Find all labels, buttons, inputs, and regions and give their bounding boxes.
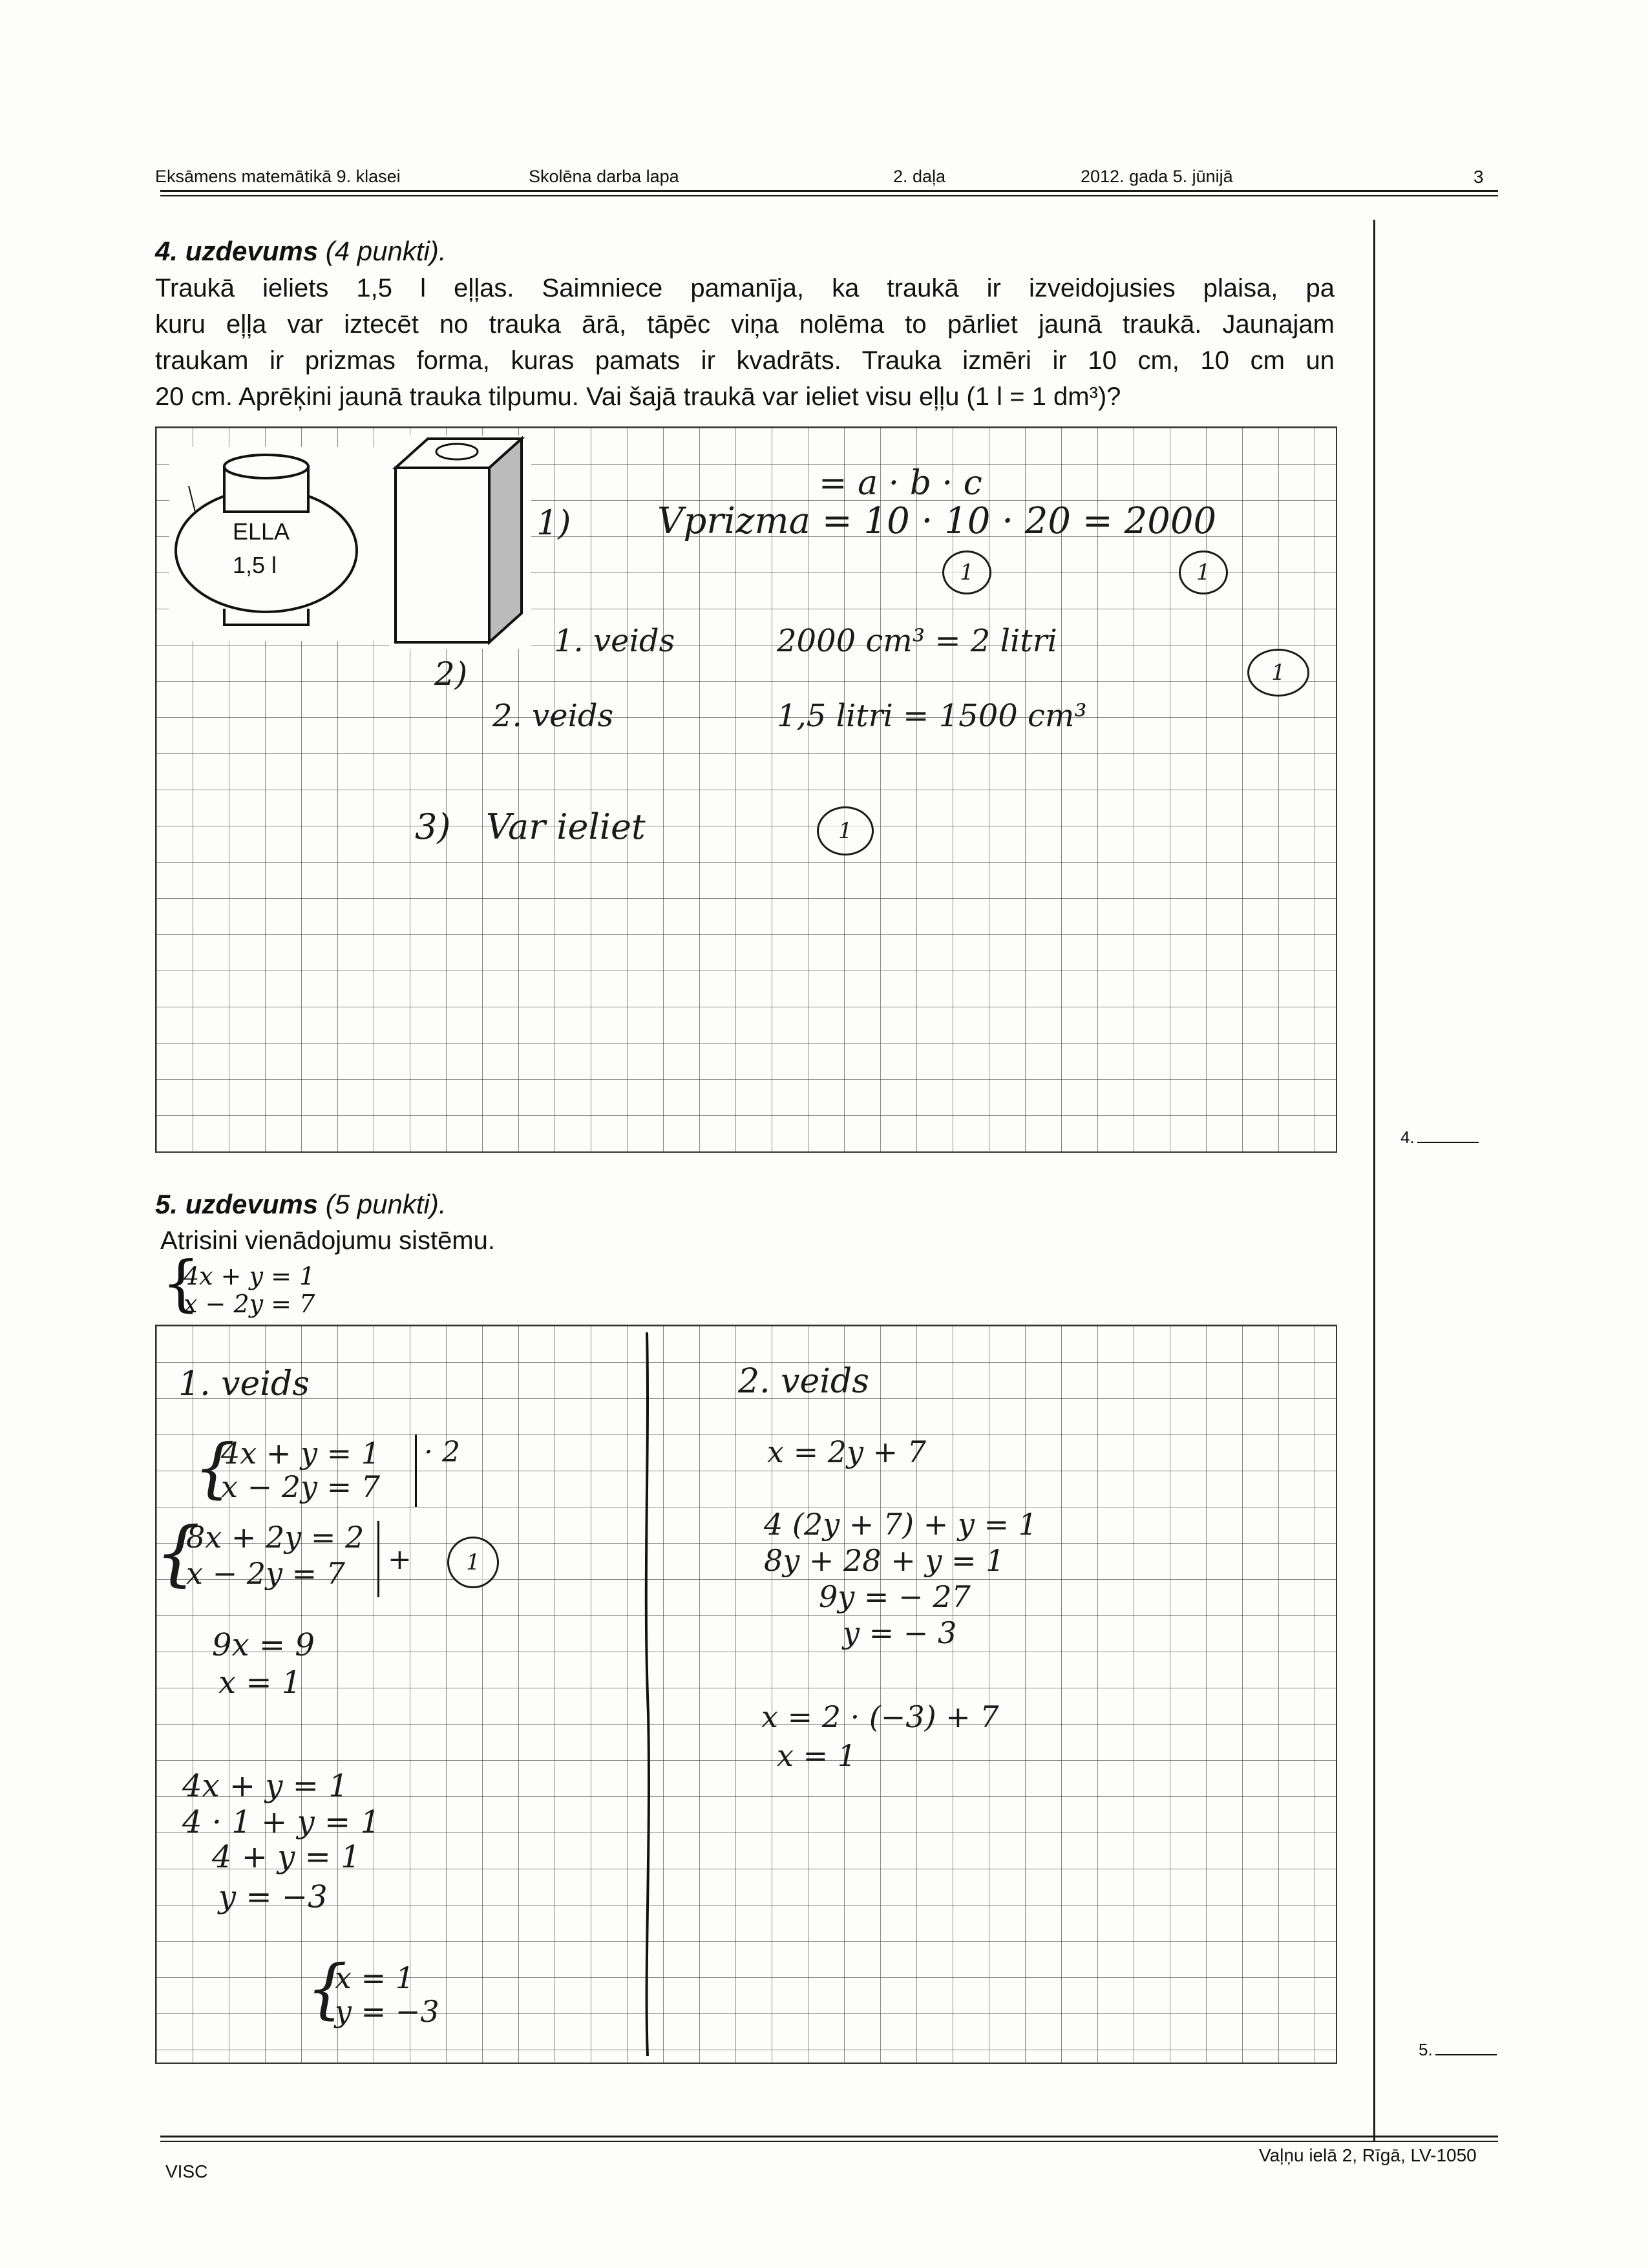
jar-label: ELLA (233, 518, 290, 545)
method2-heading: 2. veids (738, 1362, 869, 1401)
task4-line: kuru eļļa var iztecēt no trauka ārā, tāpēc viņa nolēma to pārliet jaunā traukā. Jaunajam (155, 310, 1335, 339)
way1-label: 1. veids (554, 623, 675, 659)
operation-bar (377, 1521, 379, 1597)
method2-line-2: 4 (2y + 7) + y = 1 (764, 1507, 1037, 1542)
score-mark: 1 (1247, 649, 1309, 697)
method1-line-2: x = 1 (218, 1664, 302, 1701)
score-mark: 1 (1179, 551, 1228, 594)
task5-score-label: 5. (1419, 2040, 1433, 2059)
task4-score-field[interactable] (1400, 1128, 1479, 1148)
footer-rule-thin (160, 2141, 1498, 2142)
sheet-title: Skolēna darba lapa (529, 167, 679, 186)
header-rule (160, 190, 1498, 192)
exam-date: 2012. gada 5. jūnijā (1081, 167, 1233, 186)
method1-line-3: 4x + y = 1 (182, 1768, 348, 1804)
margin-rule (1373, 220, 1375, 2142)
jar-volume: 1,5 l (233, 552, 277, 578)
task5-answer-grid (155, 1325, 1337, 2064)
footer-publisher: VISC (165, 2161, 208, 2181)
method1-line-1: 9x = 9 (212, 1627, 315, 1663)
system-brace: { (162, 1248, 200, 1319)
task5-score-blank[interactable] (1435, 2041, 1497, 2055)
formula-abc: = a · b · c (819, 464, 982, 503)
step1-label: 1) (536, 504, 571, 543)
step3-label: 3) (415, 806, 451, 847)
method1-sys1-eq1: 4x + y = 1 (221, 1436, 381, 1471)
task4-score-blank[interactable] (1417, 1129, 1479, 1143)
way2-calc: 1,5 litri = 1500 cm³ (777, 698, 1087, 734)
task5-title: 5. uzdevums (5 punkti). (155, 1189, 447, 1219)
way1-calc: 2000 cm³ = 2 litri (777, 623, 1057, 659)
method2-line-6: x = 2 · (−3) + 7 (761, 1699, 999, 1734)
solution-divider (638, 1326, 657, 2063)
system-brace: { (306, 1951, 348, 2026)
method2-line-1: x = 2y + 7 (767, 1434, 927, 1469)
step2-label: 2) (434, 655, 468, 693)
score-mark: 1 (942, 551, 991, 594)
method1-line-4: 4 · 1 + y = 1 (182, 1804, 380, 1840)
score-mark: 1 (447, 1537, 499, 1588)
task4-line: traukam ir prizmas forma, kuras pamats ir kvadrāts. Trauka izmēri ir 10 cm, 10 cm un (155, 346, 1335, 375)
task4-line: 20 cm. Aprēķini jaunā trauka tilpumu. Vai šajā traukā var ieliet visu eļļu (1 l = 1 dm³)? (155, 383, 1121, 411)
equation-1: 4x + y = 1 (184, 1262, 315, 1290)
page-number: 3 (1474, 167, 1484, 187)
task5-score-field[interactable] (1419, 2040, 1497, 2060)
footer-address: Vaļņu ielā 2, Rīgā, LV-1050 (1259, 2145, 1477, 2165)
footer-rule (160, 2136, 1498, 2137)
system-brace: { (155, 1511, 200, 1594)
way2-label: 2. veids (492, 698, 614, 734)
task4-text (155, 270, 1335, 415)
equation-2: x − 2y = 7 (184, 1290, 315, 1318)
method2-line-7: x = 1 (777, 1738, 856, 1773)
step1-calc: Vprizma = 10 · 10 · 20 = 2000 (657, 500, 1217, 542)
method1-sys2-eq1: 8x + 2y = 2 (186, 1520, 364, 1555)
method1-heading: 1. veids (178, 1365, 310, 1403)
step3-answer: Var ieliet (486, 806, 646, 847)
score-mark: 1 (817, 806, 874, 856)
method1-answer-x: x = 1 (335, 1960, 414, 1995)
task4-title: 4. uzdevums (4 punkti). (155, 236, 447, 266)
task4-answer-grid (155, 426, 1337, 1153)
method1-sys2-eq2: x − 2y = 7 (186, 1556, 346, 1591)
prism-container-illustration (389, 436, 531, 649)
task4-score-label: 4. (1400, 1128, 1415, 1147)
method2-line-3: 8y + 28 + y = 1 (764, 1543, 1005, 1578)
method1-add: + (388, 1543, 412, 1576)
method1-line-6: y = −3 (218, 1879, 328, 1915)
part-label: 2. daļa (893, 167, 946, 186)
task5-instruction: Atrisini vienādojumu sistēmu. (160, 1226, 495, 1255)
exam-title: Eksāmens matemātikā 9. klasei (155, 167, 401, 186)
method1-line-5: 4 + y = 1 (212, 1839, 361, 1875)
header-rule-thin (160, 195, 1498, 196)
method2-line-5: y = − 3 (843, 1615, 957, 1650)
method1-multiply: · 2 (424, 1436, 460, 1469)
method1-answer-y: y = −3 (335, 1994, 439, 2029)
method1-sys1-eq2: x − 2y = 7 (221, 1469, 381, 1504)
task4-line: Traukā ieliets 1,5 l eļļas. Saimniece pamanīja, ka traukā ir izveidojusies plaisa, pa (155, 274, 1335, 302)
system-brace: { (194, 1430, 235, 1506)
method2-line-4: 9y = − 27 (819, 1579, 971, 1614)
operation-bar (415, 1434, 417, 1507)
